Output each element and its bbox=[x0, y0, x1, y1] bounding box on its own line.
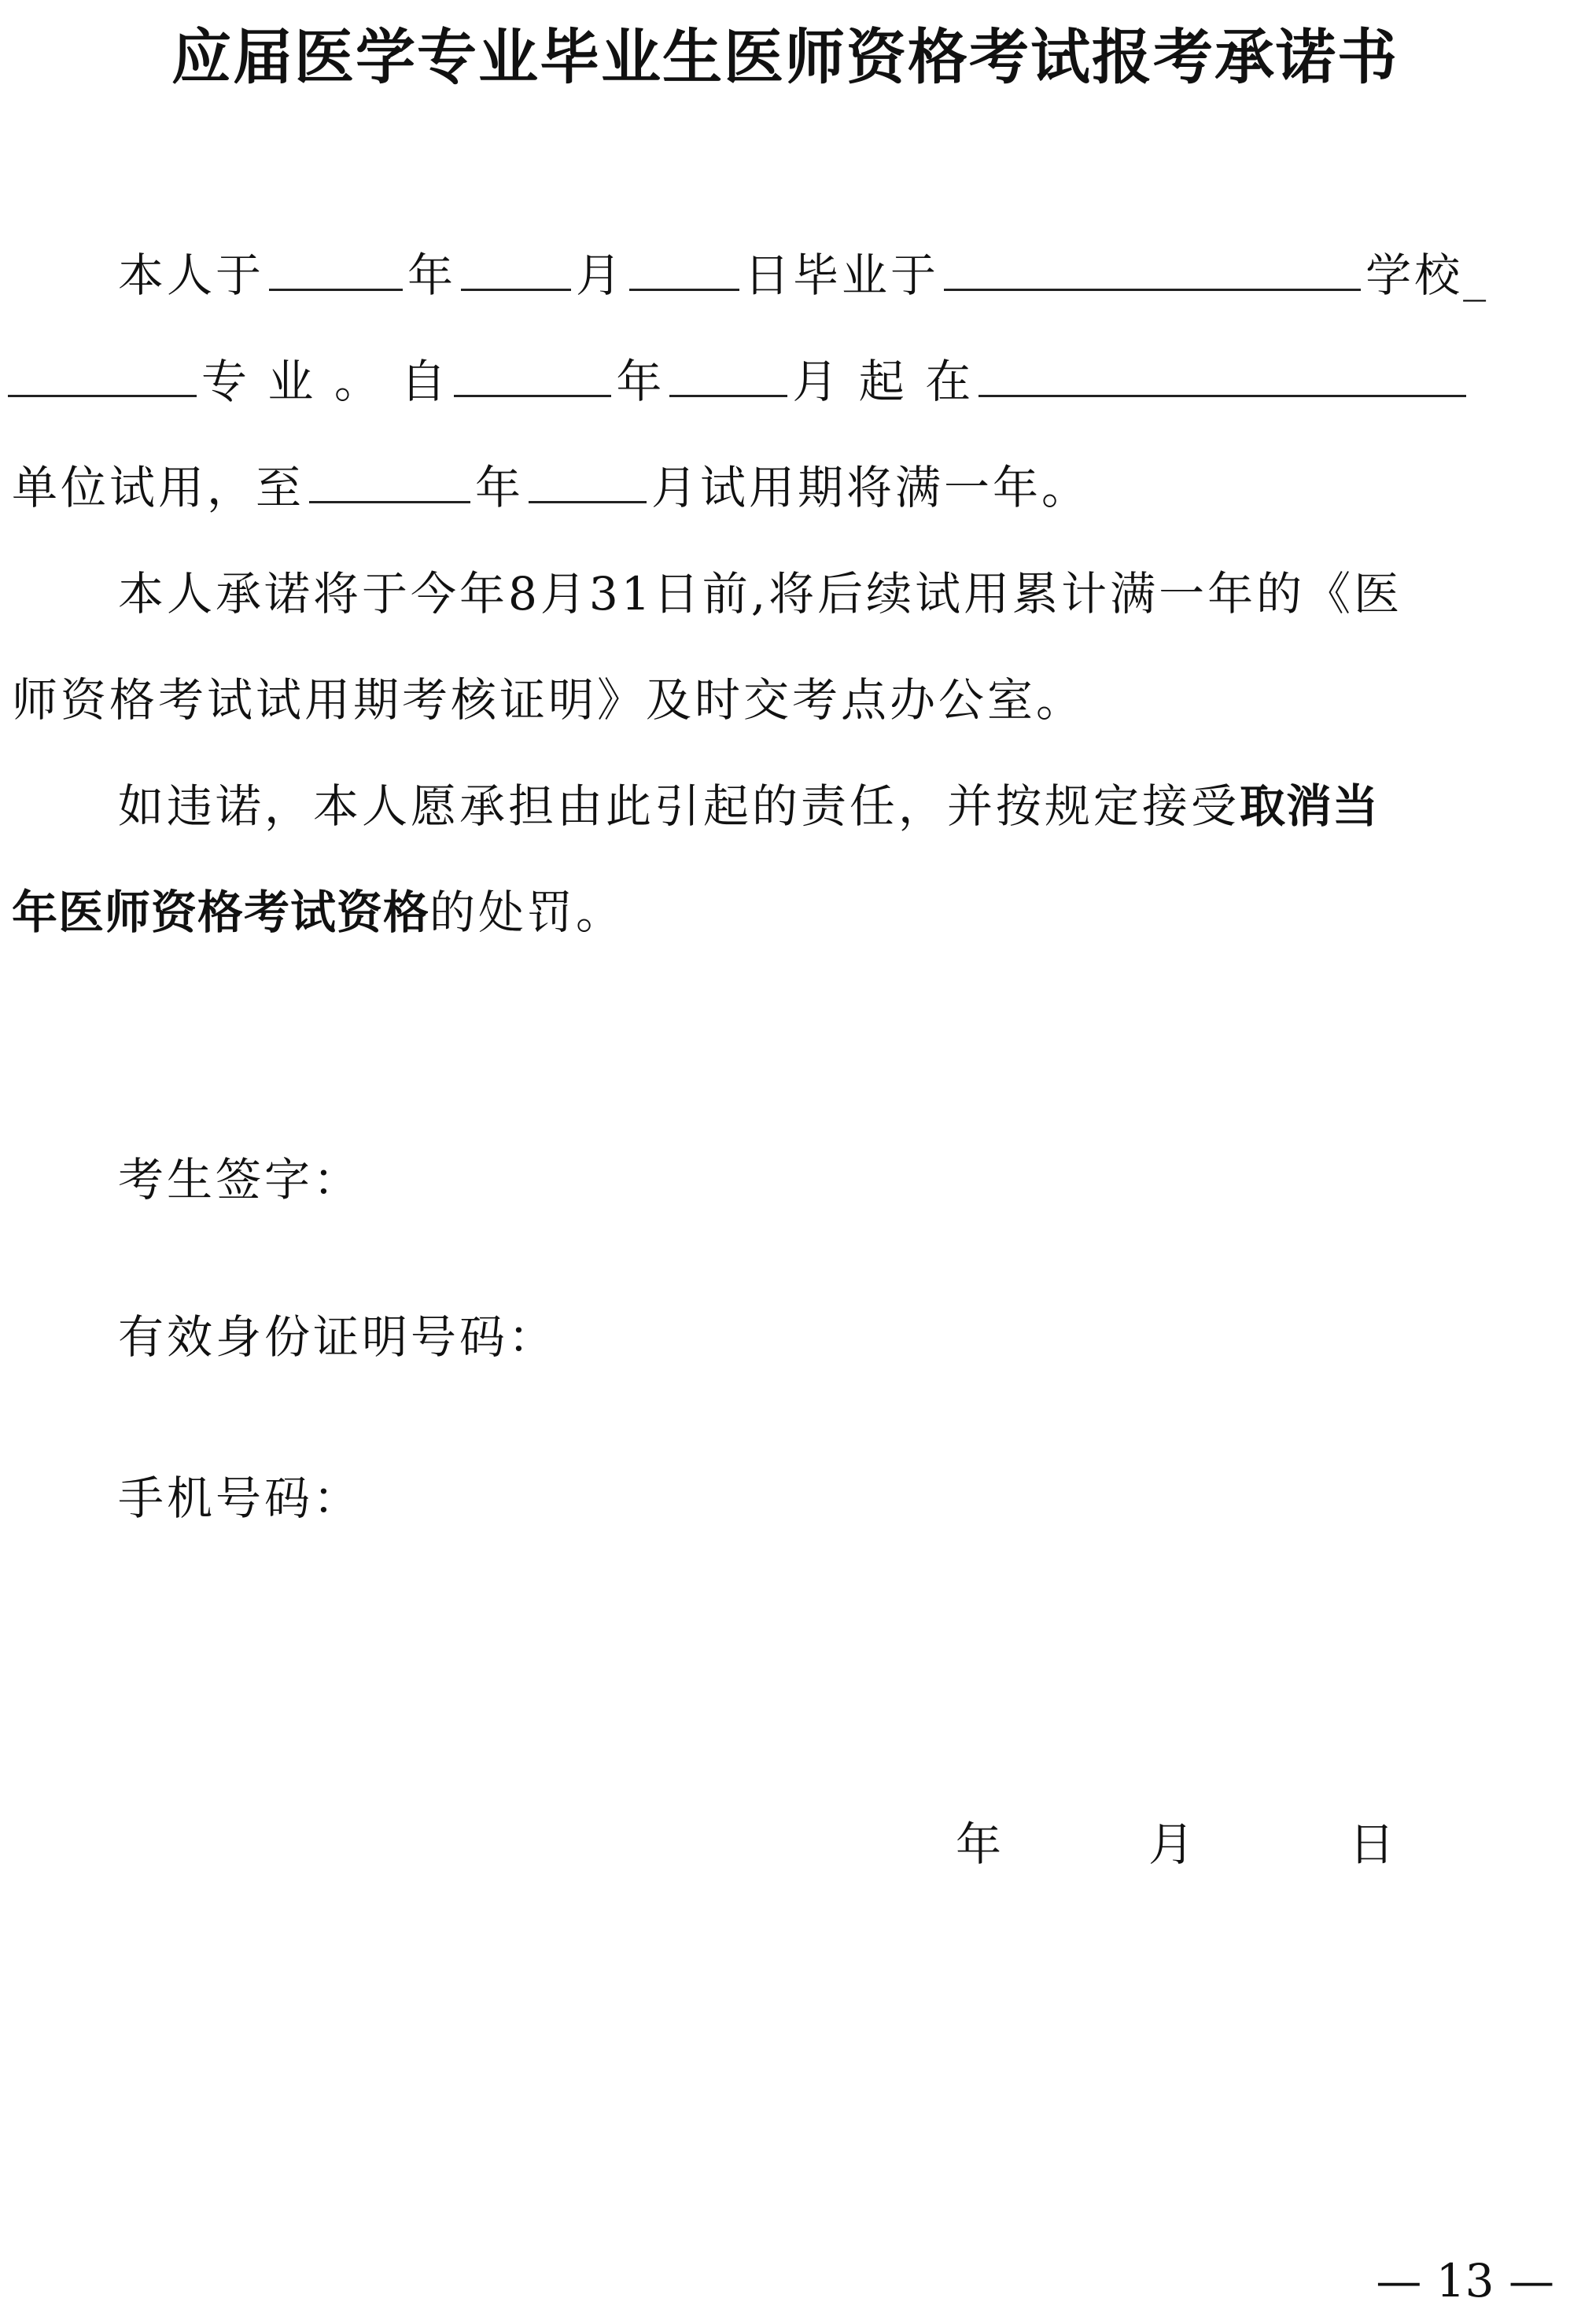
para1-text: 年 bbox=[475, 461, 525, 514]
para1-text: 日毕业于 bbox=[744, 249, 940, 302]
para1-text: 本人于 bbox=[118, 249, 265, 302]
start-year-blank bbox=[454, 349, 611, 397]
start-month-blank bbox=[669, 349, 787, 397]
para1-text: 月 bbox=[576, 249, 625, 302]
para1-text: 学校_ bbox=[1365, 249, 1490, 302]
para1-text: 月 起 在 bbox=[792, 355, 975, 408]
para2-line1: 本人承诺将于今年8月31日前,将后续试用累计满一年的《医 bbox=[118, 567, 1403, 621]
document-title: 应届医学专业毕业生医师资格考试报考承诺书 bbox=[171, 22, 1399, 92]
para1-text: 年 bbox=[616, 355, 665, 408]
para1-text: 专 业 。 自 bbox=[201, 355, 450, 408]
para3-text: 的处罚。 bbox=[429, 886, 625, 939]
para2-line2: 师资格考试试用期考核证明》及时交考点办公室。 bbox=[12, 673, 1085, 727]
phone-number-label: 手机号码： bbox=[118, 1471, 363, 1525]
para3-text: 如违诺，本人愿承担由此引起的责任，并按规定接受 bbox=[118, 779, 1240, 833]
work-unit-blank bbox=[978, 349, 1466, 397]
major-blank bbox=[8, 349, 197, 397]
signature-label: 考生签字： bbox=[118, 1153, 363, 1206]
date-year: 年 bbox=[956, 1818, 1002, 1871]
para1-line2 bbox=[0, 346, 1570, 417]
school-name-blank bbox=[944, 243, 1361, 291]
graduation-month-blank bbox=[461, 243, 571, 291]
para1-text: 年 bbox=[407, 249, 457, 302]
para3-bold-text: 取消当 bbox=[1240, 779, 1380, 833]
para1-line3 bbox=[12, 452, 1570, 523]
para1-line1 bbox=[118, 240, 1570, 311]
date-day: 日 bbox=[1349, 1818, 1395, 1871]
end-year-blank bbox=[309, 455, 470, 503]
para3-line1 bbox=[118, 771, 1570, 842]
para3-line2 bbox=[12, 877, 1570, 948]
id-number-label: 有效身份证明号码： bbox=[118, 1310, 558, 1364]
para1-text: 月试用期将满一年。 bbox=[651, 461, 1091, 514]
para3-bold-text: 年医师资格考试资格 bbox=[12, 886, 430, 939]
end-month-blank bbox=[529, 455, 647, 503]
page-number: — 13 — bbox=[1376, 2254, 1554, 2307]
date-month: 月 bbox=[1148, 1818, 1195, 1871]
graduation-day-blank bbox=[629, 243, 739, 291]
graduation-year-blank bbox=[269, 243, 403, 291]
para1-text: 单位试用，至 bbox=[12, 461, 305, 514]
